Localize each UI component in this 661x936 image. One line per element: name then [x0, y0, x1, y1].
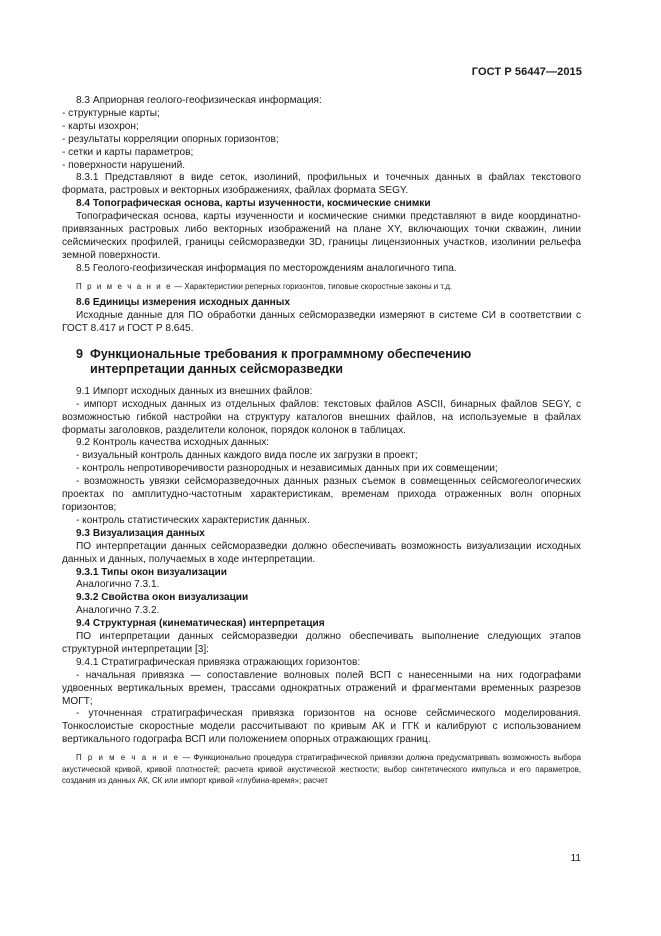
section-number: 9 [76, 346, 84, 361]
list-item: - возможность увязки сейсморазведочных данных разных съемок в совмещенных сейсмогеологических проектах по амплитудно-частотным характеристикам, временам прихода отраженных волн опорных горизонтов; [62, 476, 581, 513]
paragraph-8-3: 8.3 Априорная геолого-геофизическая информация: [76, 95, 322, 106]
standard-code: ГОСТ Р 56447—2015 [471, 66, 582, 78]
heading-9-3-2: 9.3.2 Свойства окон визуализации [76, 592, 249, 604]
section-title-line-2: интерпретации данных сейсморазведки [90, 361, 344, 376]
paragraph: ПО интерпретации данных сейсморазведки должно обеспечивать возможность визуализации исходных данных и данных, получаемых в ходе интерпретации. [62, 540, 581, 565]
page-number: 11 [570, 853, 581, 864]
note-text: — Функционально процедура стратиграфической привязки должна предусматривать возможность выбора акустической кривой, кривой плотностей; расчета кривой акустической жесткости; выбор синтетического импульса и его параметров, создания из данных АК, СК или импорт кривой «глубина-время»; расчет [62, 753, 581, 785]
heading-9-3: 9.3 Визуализация данных [76, 527, 205, 539]
heading-8-4: 8.4 Топографическая основа, карты изученности, космические снимки [76, 198, 431, 210]
list-item: - поверхности нарушений. [62, 159, 186, 171]
list-item: - сетки и карты параметров; [62, 146, 194, 158]
paragraph: Аналогично 7.3.2. [76, 605, 160, 617]
list-item: - карты изохрон; [62, 120, 139, 132]
note-label: П р и м е ч а н и е [76, 281, 173, 291]
paragraph: Топографическая основа, карты изученности и космические снимки представляют в виде координатно-привязанных растровых либо векторных изображений на плане XY, включающих точки скважин, линии сейсмических профилей, границы сейсморазведки 3D, границы лицензионных участков, изолинии рельефа земной поверхности. [62, 211, 581, 261]
section-9-heading [62, 347, 581, 377]
paragraph-8-5: 8.5 Геолого-геофизическая информация по месторождениям аналогичного типа. [76, 262, 457, 274]
heading-8-6: 8.6 Единицы измерения исходных данных [76, 297, 291, 309]
paragraph-8-3-1: 8.3.1 Представляют в виде сеток, изолиний, профильных и точечных данных в файлах текстового формата, растровых и векторных изображениях, файлах формата SEGY. [62, 172, 581, 197]
paragraph-9-1: 9.1 Импорт исходных данных из внешних файлов: [76, 385, 313, 397]
list-item: - уточненная стратиграфическая привязка горизонтов на основе сейсмического моделирования. Тонкослоистые скоростные модели рассчитывают по кривым АК и ГГК и калибруют с использованием вертикального годографа ВСП или положением опорных отражающих границ. [62, 708, 581, 746]
list-item: - контроль статистических характеристик данных. [76, 514, 310, 526]
section-title-line-1: Функциональные требования к программному обеспечению [90, 346, 472, 361]
note-text: — Характеристики реперных горизонтов, типовые скоростные законы и т.д. [172, 281, 453, 291]
list-item: - структурные карты; [62, 107, 160, 119]
paragraph: Исходные данные для ПО обработки данных сейсморазведки измеряют в системе СИ в соответствии с ГОСТ 8.417 и ГОСТ Р 8.645. [62, 310, 581, 334]
paragraph-9-2: 9.2 Контроль качества исходных данных: [76, 437, 270, 449]
list-item: - результаты корреляции опорных горизонтов; [62, 133, 279, 145]
list-item: - контроль непротиворечивости разнородных и независимых данных при их совмещении; [76, 463, 498, 475]
note-1 [62, 281, 581, 292]
paragraph-9-4-1: 9.4.1 Стратиграфическая привязка отражающих горизонтов: [76, 656, 361, 668]
paragraph: ПО интерпретации данных сейсморазведки должно обеспечивать выполнение следующих этапов структурной интерпретации [3]: [62, 631, 581, 655]
note-2 [62, 752, 581, 786]
document-body [62, 95, 581, 791]
paragraph: Аналогично 7.3.1. [76, 579, 160, 591]
list-item: - начальная привязка — сопоставление волновых полей ВСП с нанесенными на них годографами удвоенных вертикальных времен, трассами однократных отражений и фрагментами временных разрезов МОГТ; [62, 669, 581, 707]
heading-9-4: 9.4 Структурная (кинематическая) интерпретация [76, 618, 325, 630]
list-item: - импорт исходных данных из отдельных файлов: текстовых файлов ASCII, бинарных файлов SEGY, с возможностью гибкой настройки на структуру каталогов внешних файлов, на используемые в файлах форматы заголовков, разделители колонок, порядок колонок в таблицах. [62, 398, 581, 436]
note-label: П р и м е ч а н и е [76, 753, 180, 763]
list-item: - визуальный контроль данных каждого вида после их загрузки в проект; [76, 450, 418, 462]
heading-9-3-1: 9.3.1 Типы окон визуализации [76, 566, 227, 578]
